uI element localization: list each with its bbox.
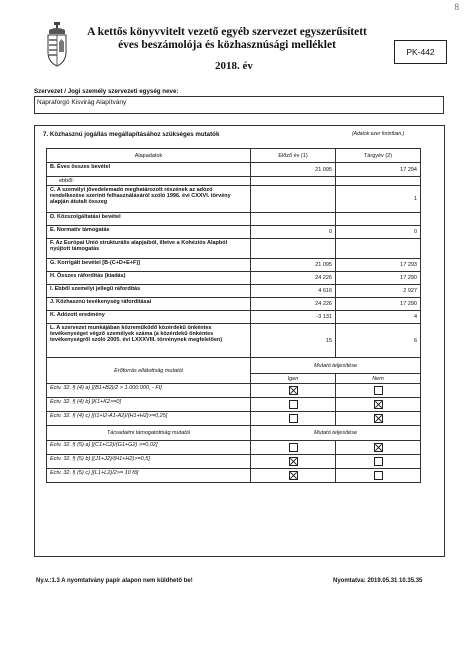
checkbox-no[interactable] bbox=[374, 471, 383, 480]
checkbox-yes[interactable] bbox=[289, 400, 298, 409]
table-row bbox=[47, 186, 421, 213]
table-row bbox=[47, 384, 421, 398]
resource-fulfillment-header: Mutató teljesítése bbox=[251, 358, 421, 374]
checkbox-no[interactable] bbox=[374, 457, 383, 466]
row-curr-value[interactable]: 4 bbox=[336, 311, 421, 324]
footer-version-note: Ny.v.:1.3 A nyomtatvány papír alapon nem küldhető be! bbox=[36, 578, 193, 584]
social-indicators-header: Társadalmi támogatottság mutatói bbox=[47, 426, 251, 441]
row-label: ebből: bbox=[47, 177, 251, 186]
row-curr-value[interactable]: 1 bbox=[336, 186, 421, 213]
checkbox-yes[interactable] bbox=[289, 443, 298, 452]
checkbox-no-checked[interactable] bbox=[374, 400, 383, 409]
footer-print-date: Nyomtatva: 2019.05.31 10.35.35 bbox=[333, 578, 423, 584]
row-prev-value[interactable]: 24 226 bbox=[251, 272, 336, 285]
form-code: PK-442 bbox=[394, 40, 447, 64]
section-title: 7. Közhasznú jogállás megállapításához szükséges mutatók bbox=[43, 131, 220, 138]
col-header-curr: Tárgyév (2) bbox=[336, 149, 421, 163]
col-header-label: Alapadatok bbox=[47, 149, 251, 163]
organization-name-field[interactable]: Napraforgó Kisvirág Alapítvány bbox=[34, 96, 444, 114]
table-row bbox=[47, 298, 421, 311]
table-row bbox=[47, 455, 421, 469]
table-row bbox=[47, 163, 421, 177]
table-row bbox=[47, 226, 421, 239]
row-prev-value[interactable] bbox=[251, 186, 336, 213]
checkbox-yes-checked[interactable] bbox=[289, 386, 298, 395]
row-curr-value[interactable] bbox=[336, 213, 421, 226]
table-row bbox=[47, 469, 421, 483]
title-line-1: A kettős könyvvitelt vezető egyéb szervezet egyszerűsített bbox=[87, 26, 367, 38]
table-row bbox=[47, 311, 421, 324]
table-row bbox=[47, 324, 421, 358]
checkbox-no-checked[interactable] bbox=[374, 414, 383, 423]
table-row bbox=[47, 177, 421, 186]
table-row bbox=[47, 285, 421, 298]
table-row bbox=[47, 412, 421, 426]
table-row bbox=[47, 398, 421, 412]
indicator-label: Ectv. 32. § (5) a) [(C1+C2)/(G1+G2) >=0,02] bbox=[47, 441, 251, 455]
row-prev-value[interactable]: 21 095 bbox=[251, 259, 336, 272]
row-curr-value[interactable]: 2 927 bbox=[336, 285, 421, 298]
row-curr-value[interactable]: 6 bbox=[336, 324, 421, 358]
row-prev-value[interactable] bbox=[251, 213, 336, 226]
resource-indicators-header: Erőforrás ellátottság mutatói bbox=[47, 358, 251, 384]
row-prev-value[interactable]: 24 226 bbox=[251, 298, 336, 311]
indicator-label: Ectv. 32. § (4) a) [(B1+B2)/2 > 1.000.000, - Ft] bbox=[47, 384, 251, 398]
row-label: F. Az Európai Unió strukturális alapjaiból, illetve a Kohéziós Alapból nyújtott támogatás bbox=[47, 239, 251, 259]
col-header-prev: Előző év (1) bbox=[251, 149, 336, 163]
row-curr-value[interactable]: 17 290 bbox=[336, 272, 421, 285]
row-label: C. A személyi jövedelemadó meghatározott részének az adózó rendelkezése szerinti felhasználásáról szóló 1996. évi CXXVI. törvény alapján átutalt összeg bbox=[47, 186, 251, 213]
row-curr-value[interactable]: 17 293 bbox=[336, 259, 421, 272]
indicator-label: Ectv. 32. § (4) b) [K1+K2>=0] bbox=[47, 398, 251, 412]
indicator-label: Ectv. 32. § (4) c) [(I1+I2-A1-A2)/(H1+H2)>=0,25] bbox=[47, 412, 251, 426]
row-label: D. Közszolgáltatási bevétel bbox=[47, 213, 251, 226]
row-prev-value[interactable]: 21 095 bbox=[251, 163, 336, 177]
row-label: K. Adózott eredmény bbox=[47, 311, 251, 324]
row-curr-value[interactable] bbox=[336, 239, 421, 259]
checkbox-no-checked[interactable] bbox=[374, 443, 383, 452]
checkbox-no[interactable] bbox=[374, 386, 383, 395]
row-prev-value[interactable] bbox=[251, 177, 336, 186]
indicator-label: Ectv. 32. § (5) b) [(J1+J2)/(H1+H2)>=0,5] bbox=[47, 455, 251, 469]
report-year: 2018. év bbox=[215, 60, 253, 72]
table-row bbox=[47, 259, 421, 272]
title-line-2: éves beszámolója és közhasznúsági melléklet bbox=[118, 39, 336, 51]
yes-column-header: Igen bbox=[251, 374, 336, 384]
indicator-label: Ectv. 32. § (5) c) [(L1+L2)/2>= 10 fő] bbox=[47, 469, 251, 483]
row-label: I. Ebből személyi jellegű ráfordítás bbox=[47, 285, 251, 298]
row-prev-value[interactable]: 15 bbox=[251, 324, 336, 358]
row-label: H. Összes ráfordítás (kiadás) bbox=[47, 272, 251, 285]
organization-label: Szervezet / Jogi személy szervezeti egység neve: bbox=[34, 88, 179, 95]
row-label: J. Közhasznú tevékenység ráfordításai bbox=[47, 298, 251, 311]
row-prev-value[interactable]: 0 bbox=[251, 226, 336, 239]
row-prev-value[interactable]: -3 131 bbox=[251, 311, 336, 324]
row-label: E. Normatív támogatás bbox=[47, 226, 251, 239]
row-label: B. Éves összes bevétel bbox=[47, 163, 251, 177]
row-label: L. A szervezet munkájában közreműködő közérdekű önkéntes tevékenységet végző személyek száma (a közérdekű önkéntes tevékenységről szóló 2005. évi LXXXVIII. törvénynek megfelelően) bbox=[47, 324, 251, 358]
checkbox-yes-checked[interactable] bbox=[289, 471, 298, 480]
row-label: G. Korrigált bevétel [B-(C+D+E+F)] bbox=[47, 259, 251, 272]
row-curr-value[interactable]: 17 294 bbox=[336, 163, 421, 177]
row-curr-value[interactable]: 0 bbox=[336, 226, 421, 239]
page-number: 8 bbox=[454, 2, 459, 12]
table-row bbox=[47, 272, 421, 285]
coat-of-arms-icon bbox=[45, 22, 69, 70]
table-row bbox=[47, 213, 421, 226]
checkbox-yes-checked[interactable] bbox=[289, 457, 298, 466]
table-row bbox=[47, 441, 421, 455]
indicators-table bbox=[46, 148, 421, 483]
social-fulfillment-header: Mutató teljesítése bbox=[251, 426, 421, 441]
row-curr-value[interactable]: 17 290 bbox=[336, 298, 421, 311]
row-prev-value[interactable]: 4 616 bbox=[251, 285, 336, 298]
section-note: (Adatok ezer forintban.) bbox=[352, 131, 405, 137]
no-column-header: Nem bbox=[336, 374, 421, 384]
table-row bbox=[47, 239, 421, 259]
row-curr-value[interactable] bbox=[336, 177, 421, 186]
document-title bbox=[78, 26, 376, 52]
row-prev-value[interactable] bbox=[251, 239, 336, 259]
checkbox-yes[interactable] bbox=[289, 414, 298, 423]
